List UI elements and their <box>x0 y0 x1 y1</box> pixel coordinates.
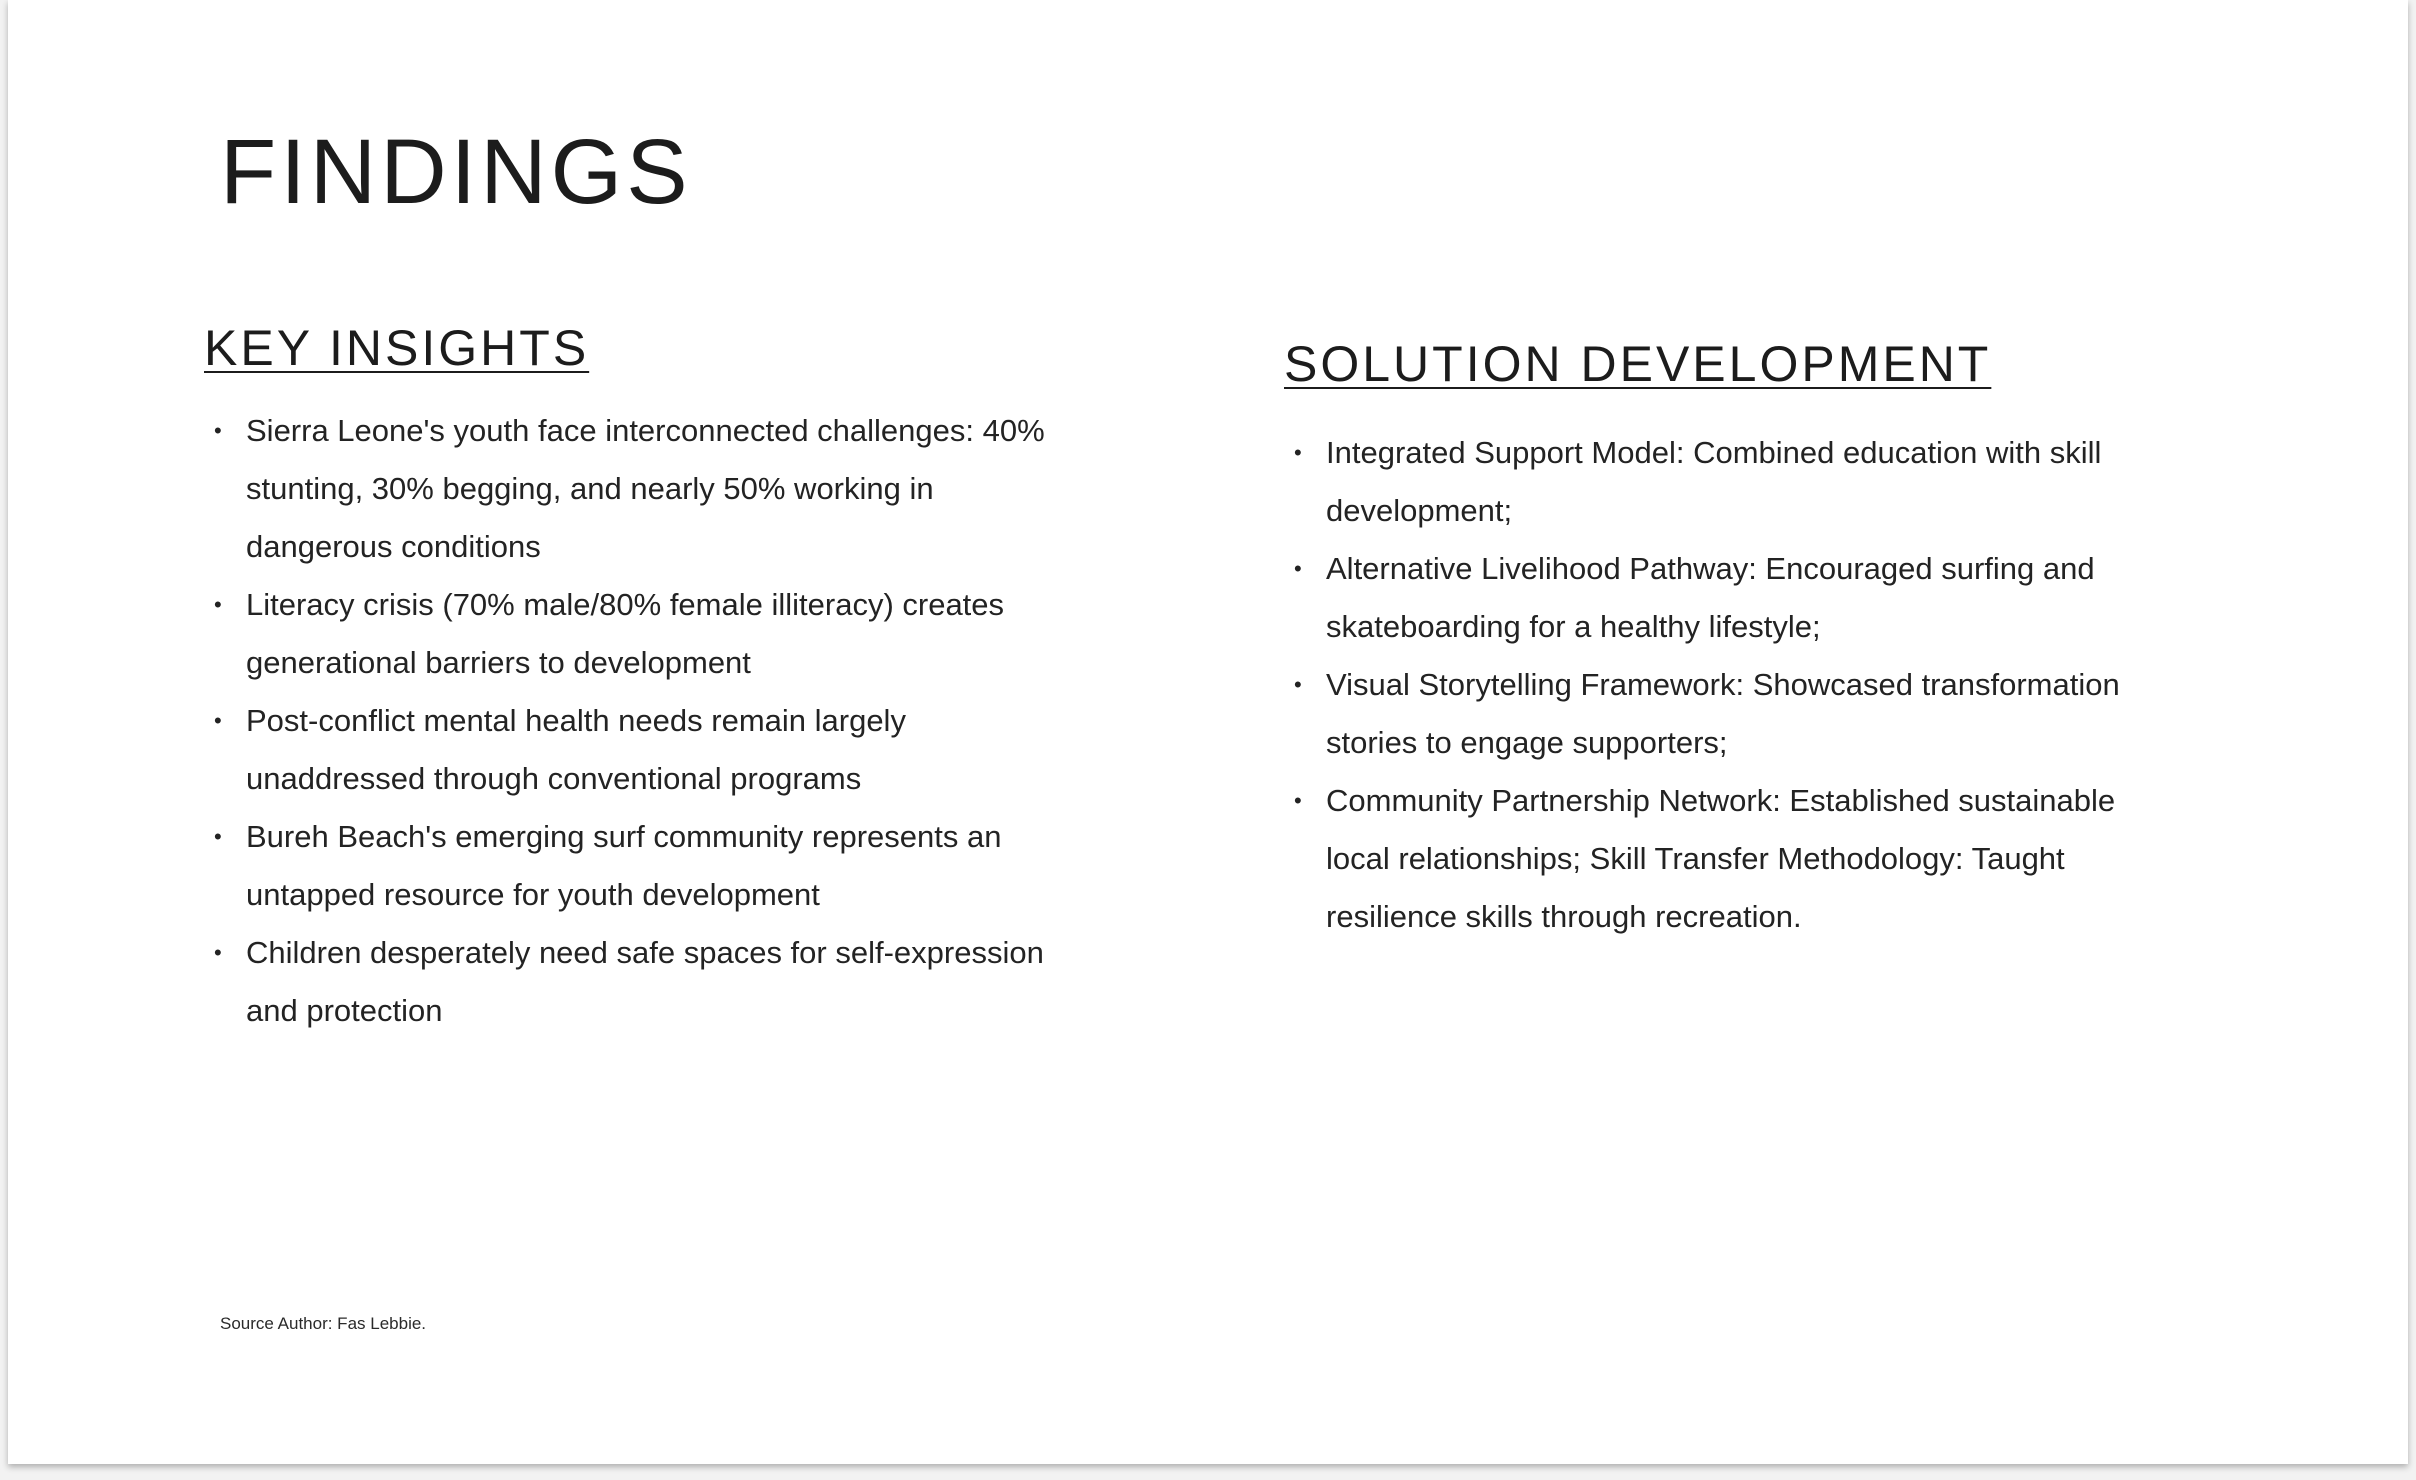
bullet-icon: • <box>214 418 222 443</box>
list-item <box>208 692 1088 808</box>
bullet-icon: • <box>214 708 222 733</box>
key-insights-list <box>208 402 1088 1040</box>
list-item <box>1288 772 2178 946</box>
list-item-text: Integrated Support Model: Combined education with skill development; <box>1326 435 2102 528</box>
list-item <box>1288 424 2178 540</box>
list-item-text: Bureh Beach's emerging surf community represents an untapped resource for youth development <box>246 819 1002 912</box>
bullet-icon: • <box>1294 672 1302 697</box>
list-item-text: Post-conflict mental health needs remain largely unaddressed through conventional programs <box>246 703 906 796</box>
bullet-icon: • <box>214 940 222 965</box>
list-item <box>208 924 1088 1040</box>
bullet-icon: • <box>1294 788 1302 813</box>
list-item-text: Literacy crisis (70% male/80% female illiteracy) creates generational barriers to development <box>246 587 1005 680</box>
list-item <box>1288 540 2178 656</box>
solution-development-list <box>1288 424 2178 946</box>
list-item-text: Alternative Livelihood Pathway: Encouraged surfing and skateboarding for a healthy lifestyle; <box>1326 551 2095 644</box>
bullet-icon: • <box>214 824 222 849</box>
list-item <box>208 808 1088 924</box>
bullet-icon: • <box>1294 440 1302 465</box>
solution-development-heading: SOLUTION DEVELOPMENT <box>1284 336 1992 392</box>
list-item-text: Visual Storytelling Framework: Showcased transformation stories to engage supporters; <box>1326 667 2120 760</box>
list-item <box>208 402 1088 576</box>
list-item <box>208 576 1088 692</box>
slide <box>8 0 2408 1464</box>
bullet-icon: • <box>1294 556 1302 581</box>
list-item <box>1288 656 2178 772</box>
list-item-text: Community Partnership Network: Established sustainable local relationships; Skill Transfer Methodology: Taught resilience skills through recreation. <box>1326 783 2116 934</box>
key-insights-heading: KEY INSIGHTS <box>204 320 590 376</box>
list-item-text: Sierra Leone's youth face interconnected challenges: 40% stunting, 30% begging, and nearly 50% working in dangerous conditions <box>246 413 1045 564</box>
bullet-icon: • <box>214 592 222 617</box>
source-credit: Source Author: Fas Lebbie. <box>220 1314 427 1333</box>
page-title: FINDINGS <box>220 121 692 223</box>
list-item-text: Children desperately need safe spaces for self-expression and protection <box>246 935 1044 1028</box>
